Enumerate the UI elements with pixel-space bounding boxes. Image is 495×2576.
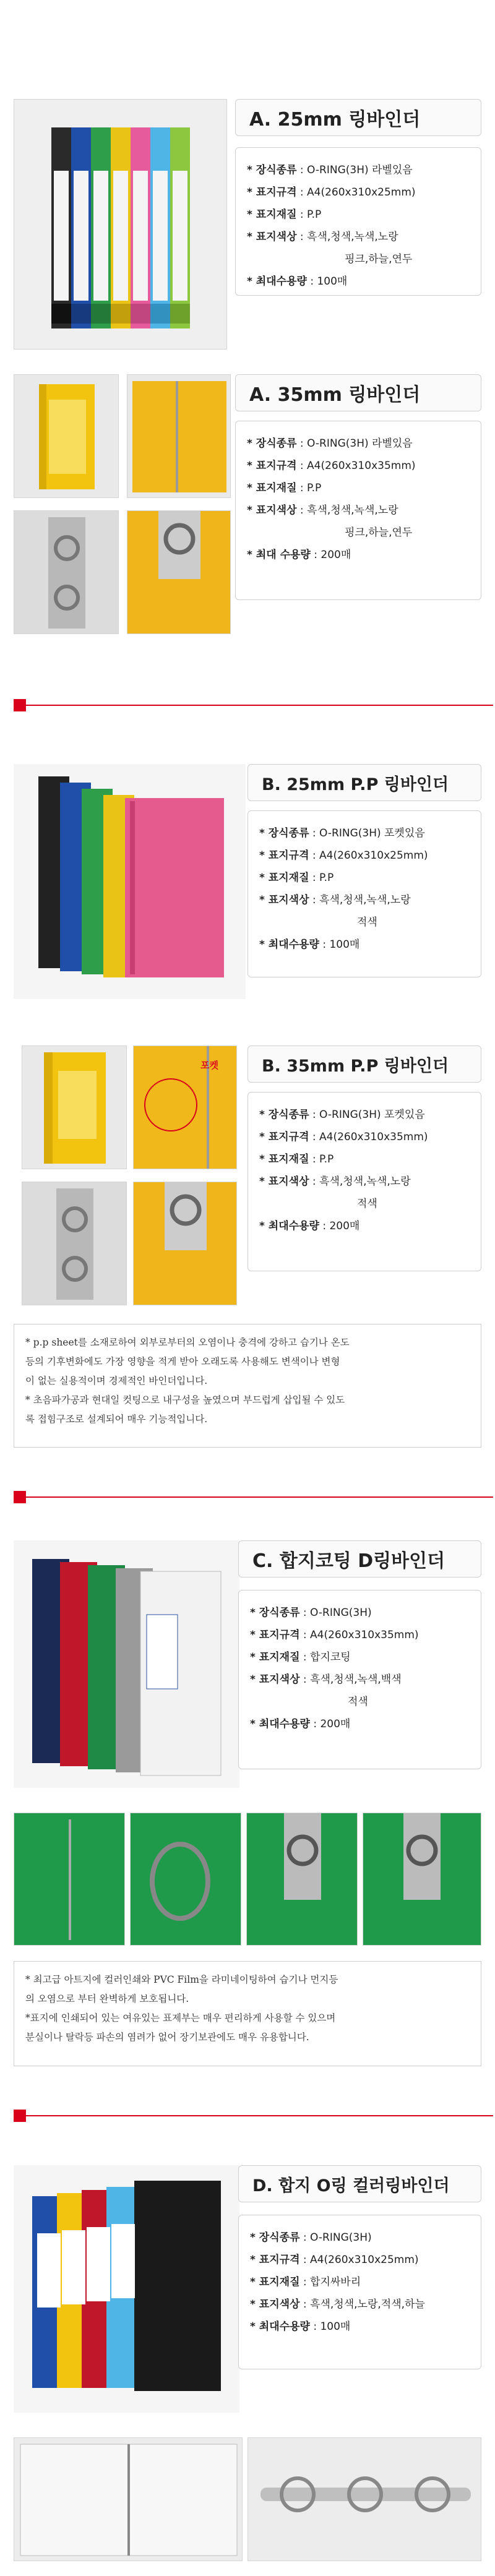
spec-line: * 표지색상 : 흑색,청색,녹색,노랑	[247, 504, 398, 517]
spec-line: * 표지색상 : 흑색,청색,녹색,백색	[250, 1673, 402, 1686]
product-photo-c-open-binder	[14, 1813, 125, 1946]
product-photo-d-binders	[14, 2165, 239, 2413]
spec-line: * 표지규격 : A4(260x310x35mm)	[250, 1629, 419, 1641]
spec-line: * 장식종류 : O-RING(3H) 포켓있음	[259, 1109, 425, 1121]
spec-line: * 최대수용량 : 100매	[247, 275, 348, 288]
spec-line: * 표지색상 : 흑색,청색,녹색,노랑	[247, 231, 398, 243]
product-photo-d-ring-mechanism	[248, 2437, 481, 2561]
spec-box-c	[238, 1590, 481, 1769]
product-photo-c-ring-close-2	[363, 1813, 481, 1946]
product-photo-a35-yellow-binder	[14, 374, 119, 498]
spec-line: * 표지색상 : 흑색,청색,녹색,노랑	[259, 1175, 411, 1188]
product-title-d: D. 합지 O링 컬러링바인더	[238, 2165, 481, 2202]
product-photo-d-open-binder	[14, 2437, 243, 2561]
product-photo-a35-open-binder	[127, 374, 231, 498]
product-photo-b35-yellow-binder	[22, 1045, 127, 1169]
spec-line: 적색	[357, 1198, 377, 1210]
product-photo-c-ring-mechanism	[130, 1813, 241, 1946]
spec-box-a35	[235, 421, 481, 600]
spec-line: * 장식종류 : O-RING(3H)	[250, 1607, 372, 1619]
spec-line: * 장식종류 : O-RING(3H) 포켓있음	[259, 827, 425, 839]
note-line: *표지에 인쇄되어 있는 여유있는 표제부는 매우 편리하게 사용할 수 있으며	[25, 2012, 336, 2024]
note-line: * p.p sheet를 소재로하여 외부로부터의 오염이나 충격에 강하고 습기나 온도	[25, 1337, 350, 1348]
product-photo-b35-ring-side	[22, 1182, 127, 1305]
spec-line: * 최대수용량 : 200매	[259, 1220, 360, 1232]
spec-line: * 최대수용량 : 200매	[250, 1718, 351, 1730]
product-photo-a35-ring-top	[127, 510, 231, 634]
spec-box-b35	[248, 1092, 481, 1271]
section-divider	[0, 1491, 495, 1498]
product-photo-b35-ring-top	[133, 1182, 237, 1305]
note-line: 분실이나 탈락등 파손의 염려가 없어 장기보관에도 매우 유용합니다.	[25, 2032, 309, 2043]
spec-line: 적색	[348, 1696, 368, 1708]
spec-line: * 표지규격 : A4(260x310x25mm)	[247, 186, 416, 199]
spec-box-b25	[248, 810, 481, 977]
product-photo-c-ring-close-1	[246, 1813, 358, 1946]
product-title-a35: A. 35mm 링바인더	[235, 374, 481, 411]
pp-description-box	[14, 1324, 481, 1448]
section-divider	[0, 699, 495, 706]
product-title-a25: A. 25mm 링바인더	[235, 99, 481, 136]
spec-line: * 장식종류 : O-RING(3H) 라벨있음	[247, 164, 413, 176]
note-line: 의 오염으로 부터 완벽하게 보호됩니다.	[25, 1993, 189, 2004]
spec-line: 핑크,하늘,연두	[345, 526, 413, 539]
spec-line: * 표지규격 : A4(260x310x35mm)	[247, 460, 416, 472]
spec-line: * 장식종류 : O-RING(3H)	[250, 2231, 372, 2244]
spec-line: * 표지규격 : A4(260x310x25mm)	[250, 2254, 419, 2266]
c-description-box	[14, 1961, 481, 2066]
spec-line: * 표지규격 : A4(260x310x25mm)	[259, 849, 428, 862]
note-line: 등의 기후변화에도 가장 영향을 적게 받아 오래도록 사용해도 변색이나 변형	[25, 1356, 340, 1367]
note-line: * 초음파가공과 현대일 컷팅으로 내구성을 높였으며 부드럽게 삽입될 수 있도	[25, 1394, 345, 1406]
spec-line: * 표지규격 : A4(260x310x35mm)	[259, 1131, 428, 1143]
spec-line: 핑크,하늘,연두	[345, 253, 413, 265]
spec-line: * 장식종류 : O-RING(3H) 라벨있음	[247, 437, 413, 450]
pocket-callout-label: 포켓	[200, 1060, 218, 1071]
spec-box-d	[238, 2215, 481, 2369]
product-title-c: C. 합지코팅 D링바인더	[238, 1540, 481, 1578]
spec-line: * 최대수용량 : 100매	[250, 2321, 351, 2333]
product-photo-a35-ring-side	[14, 510, 119, 634]
note-line: * 최고급 아트지에 컬러인쇄와 PVC Film을 라미네이팅하여 습기나 먼지등	[25, 1974, 338, 1985]
spec-line: * 최대수용량 : 100매	[259, 938, 360, 951]
spec-line: * 표지재질 : 합지싸바리	[250, 2276, 361, 2288]
product-photo-a25-binders	[14, 99, 227, 350]
spec-line: * 표지재질 : P.P	[259, 1153, 334, 1166]
note-line: 이 없는 실용적이며 경제적인 바인더입니다.	[25, 1375, 208, 1386]
note-line: 록 접힘구조로 설계되어 매우 기능적입니다.	[25, 1414, 208, 1425]
spec-line: * 표지재질 : P.P	[259, 872, 334, 884]
product-title-b25: B. 25mm P.P 링바인더	[248, 764, 481, 801]
product-photo-b35-pocket	[133, 1045, 237, 1169]
spec-line: 적색	[357, 916, 377, 929]
spec-box-a25	[235, 147, 481, 296]
spec-line: * 표지재질 : P.P	[247, 208, 322, 221]
section-divider	[0, 2110, 495, 2117]
product-photo-c-binders	[14, 1540, 239, 1788]
spec-line: * 표지색상 : 흑색,청색,녹색,노랑	[259, 894, 411, 906]
product-photo-b25-binders	[14, 764, 246, 999]
spec-line: * 표지색상 : 흑색,청색,노랑,적색,하늘	[250, 2298, 425, 2311]
spec-line: * 표지재질 : P.P	[247, 482, 322, 494]
product-title-b35: B. 35mm P.P 링바인더	[248, 1045, 481, 1083]
spec-line: * 표지재질 : 합지코팅	[250, 1651, 351, 1664]
spec-line: * 최대 수용량 : 200매	[247, 549, 351, 561]
